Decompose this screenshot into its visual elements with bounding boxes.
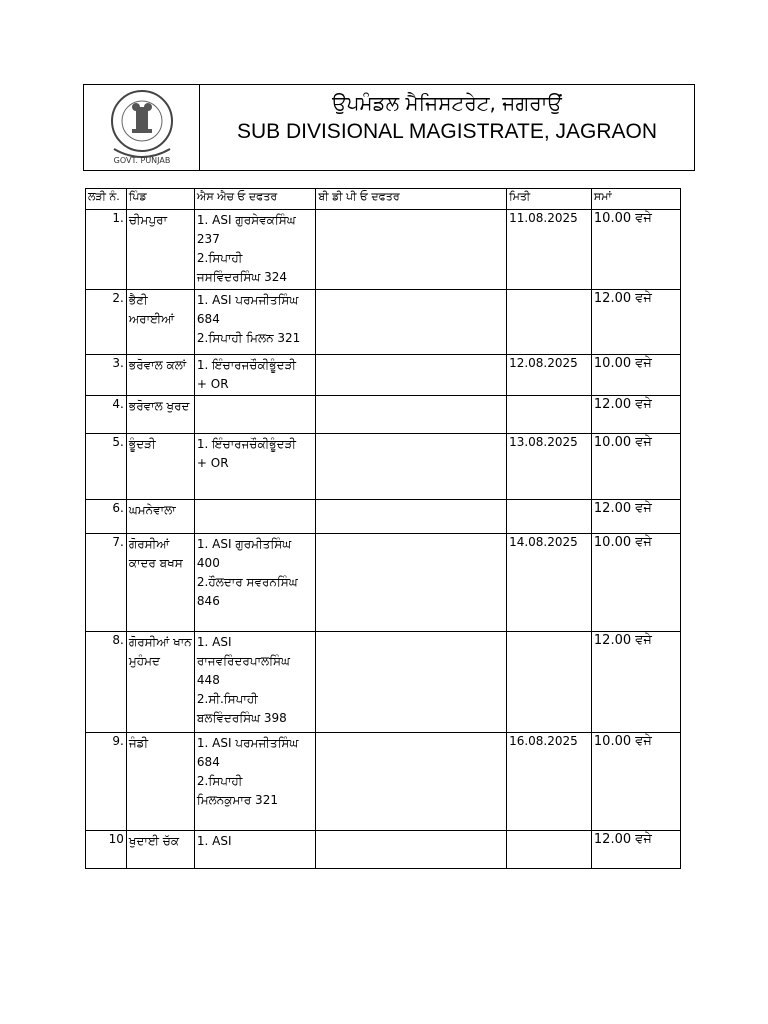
- table-header-row: [86, 189, 681, 210]
- visit-time: 12.00 ਵਜੇ: [591, 290, 680, 355]
- punjab-govt-seal-logo: [84, 85, 200, 172]
- table-row: [86, 831, 681, 869]
- village-name: ਗੋਰਸੀਆਂ ਕਾਦਰ ਬਖਸ: [126, 534, 194, 632]
- visit-time: 10.00 ਵਜੇ: [591, 733, 680, 831]
- header-village: ਪਿੰਡ: [126, 189, 194, 210]
- bdpo-office-details: [316, 355, 507, 396]
- sho-line: + OR: [196, 456, 229, 470]
- sho-line: 1. ਇੰਚਾਰਜਚੌਕੀਭੂੰਦੜੀ: [196, 437, 297, 451]
- visit-date: [507, 290, 592, 355]
- bdpo-office-details: [316, 831, 507, 869]
- bdpo-office-details: [316, 500, 507, 534]
- header-serial: ਲੜੀ ਨੰ.: [86, 189, 127, 210]
- logo-cell: [84, 85, 200, 170]
- table-row: [86, 355, 681, 396]
- sho-office-details: [194, 632, 316, 733]
- visit-date: 12.08.2025: [507, 355, 592, 396]
- visit-time: 12.00 ਵਜੇ: [591, 500, 680, 534]
- visit-time: 10.00 ਵਜੇ: [591, 534, 680, 632]
- header-time: ਸਮਾਂ: [591, 189, 680, 210]
- visit-date: [507, 500, 592, 534]
- visit-date: 14.08.2025: [507, 534, 592, 632]
- visit-date: 16.08.2025: [507, 733, 592, 831]
- visit-date: [507, 396, 592, 434]
- sho-office-details: [194, 396, 316, 434]
- village-name: ਭਰੋਵਾਲ ਖੁਰਦ: [126, 396, 194, 434]
- sho-office-details: [194, 733, 316, 831]
- sho-office-details: [194, 534, 316, 632]
- office-title-punjabi: ਉਪਮੰਡਲ ਮੈਜਿਸਟਰੇਟ, ਜਗਰਾਉਂ: [332, 91, 562, 115]
- sho-line: 2.ਸਿਪਾਹੀ ਮਿਲਨ 321: [196, 331, 301, 345]
- visit-time: 12.00 ਵਜੇ: [591, 396, 680, 434]
- village-name: ਚੀਮਪੁਰਾ: [126, 210, 194, 290]
- sho-line: 684: [196, 755, 220, 769]
- sho-office-details: [194, 355, 316, 396]
- village-name: ਗੋਰਸੀਆਂ ਖਾਨ ਮੁਹੰਮਦ: [126, 632, 194, 733]
- sho-line: 2.ਹੌਲਦਾਰ ਸਵਰਨਸਿੰਘ: [196, 575, 298, 589]
- table-row: [86, 396, 681, 434]
- svg-text:GOVT. PUNJAB: GOVT. PUNJAB: [113, 156, 171, 165]
- sho-line: 846: [196, 594, 220, 608]
- sho-line: 237: [196, 232, 220, 246]
- visit-time: 10.00 ਵਜੇ: [591, 355, 680, 396]
- visit-date: 13.08.2025: [507, 434, 592, 500]
- bdpo-office-details: [316, 733, 507, 831]
- serial-number: 7.: [86, 534, 127, 632]
- sho-office-details: [194, 210, 316, 290]
- header-bdpo-office: ਬੀ ਡੀ ਪੀ ਓ ਦਫਤਰ: [316, 189, 507, 210]
- bdpo-office-details: [316, 396, 507, 434]
- table-row: [86, 500, 681, 534]
- sho-line: 1. ASI ਗੁਰਸੇਵਕਸਿੰਘ: [196, 213, 296, 227]
- village-name: ਘਮਨੇਵਾਲਾ: [126, 500, 194, 534]
- bdpo-office-details: [316, 290, 507, 355]
- visit-time: 12.00 ਵਜੇ: [591, 632, 680, 733]
- village-name: ਭੂੰਦੜੀ: [126, 434, 194, 500]
- sho-line: ਬਲਵਿੰਦਰਸਿੰਘ 398: [196, 711, 287, 725]
- title-cell: [200, 85, 694, 170]
- serial-number: 10: [86, 831, 127, 869]
- visit-date: [507, 632, 592, 733]
- letterhead: [83, 84, 695, 171]
- table-row: [86, 210, 681, 290]
- visit-time: 12.00 ਵਜੇ: [591, 831, 680, 869]
- visit-date: 11.08.2025: [507, 210, 592, 290]
- sho-line: 448: [196, 673, 220, 687]
- sho-line: 1. ਇੰਚਾਰਜਚੌਕੀਭੂੰਦੜੀ: [196, 358, 297, 372]
- table-row: [86, 733, 681, 831]
- village-name: ਖੁਦਾਈ ਚੱਕ: [126, 831, 194, 869]
- header-date: ਮਿਤੀ: [507, 189, 592, 210]
- sho-line: 1. ASI ਪਰਮਜੀਤਸਿੰਘ: [196, 736, 299, 750]
- bdpo-office-details: [316, 632, 507, 733]
- serial-number: 2.: [86, 290, 127, 355]
- visit-date: [507, 831, 592, 869]
- sho-line: 1. ASI ਗੁਰਮੀਤਸਿੰਘ: [196, 537, 292, 551]
- village-name: ਭੈਣੀ ਅਰਾਈਆਂ: [126, 290, 194, 355]
- bdpo-office-details: [316, 434, 507, 500]
- sho-office-details: [194, 434, 316, 500]
- village-name: ਜੰਡੀ: [126, 733, 194, 831]
- serial-number: 8.: [86, 632, 127, 733]
- schedule-table: [85, 188, 681, 869]
- table-row: [86, 434, 681, 500]
- sho-line: 1. ASI: [196, 635, 232, 649]
- serial-number: 9.: [86, 733, 127, 831]
- serial-number: 1.: [86, 210, 127, 290]
- bdpo-office-details: [316, 210, 507, 290]
- header-sho-office: ਐਸ ਐਚ ਓ ਦਫਤਰ: [194, 189, 316, 210]
- bdpo-office-details: [316, 534, 507, 632]
- table-row: [86, 290, 681, 355]
- serial-number: 6.: [86, 500, 127, 534]
- visit-time: 10.00 ਵਜੇ: [591, 434, 680, 500]
- serial-number: 3.: [86, 355, 127, 396]
- visit-time: 10.00 ਵਜੇ: [591, 210, 680, 290]
- sho-office-details: [194, 831, 316, 869]
- sho-line: 1. ASI: [196, 834, 232, 848]
- village-name: ਭਰੋਵਾਲ ਕਲਾਂ: [126, 355, 194, 396]
- sho-line: 1. ASI ਪਰਮਜੀਤਸਿੰਘ: [196, 293, 299, 307]
- office-title-english: SUB DIVISIONAL MAGISTRATE, JAGRAON: [236, 120, 658, 143]
- table-row: [86, 632, 681, 733]
- sho-line: 684: [196, 312, 220, 326]
- sho-office-details: [194, 290, 316, 355]
- sho-line: 2.ਸੀ.ਸਿਪਾਹੀ: [196, 692, 258, 706]
- serial-number: 5.: [86, 434, 127, 500]
- sho-line: 400: [196, 556, 220, 570]
- table-row: [86, 534, 681, 632]
- sho-line: + OR: [196, 377, 229, 391]
- sho-office-details: [194, 500, 316, 534]
- serial-number: 4.: [86, 396, 127, 434]
- sho-line: 2.ਸਿਪਾਹੀ: [196, 251, 243, 265]
- sho-line: ਜਸਵਿੰਦਰਸਿੰਘ 324: [196, 270, 288, 284]
- sho-line: 2.ਸਿਪਾਹੀ: [196, 774, 243, 788]
- sho-line: ਮਿਲਨਕੁਮਾਰ 321: [196, 793, 278, 807]
- sho-line: ਰਾਜਵਰਿੰਦਰਪਾਲਸਿੰਘ: [196, 654, 290, 668]
